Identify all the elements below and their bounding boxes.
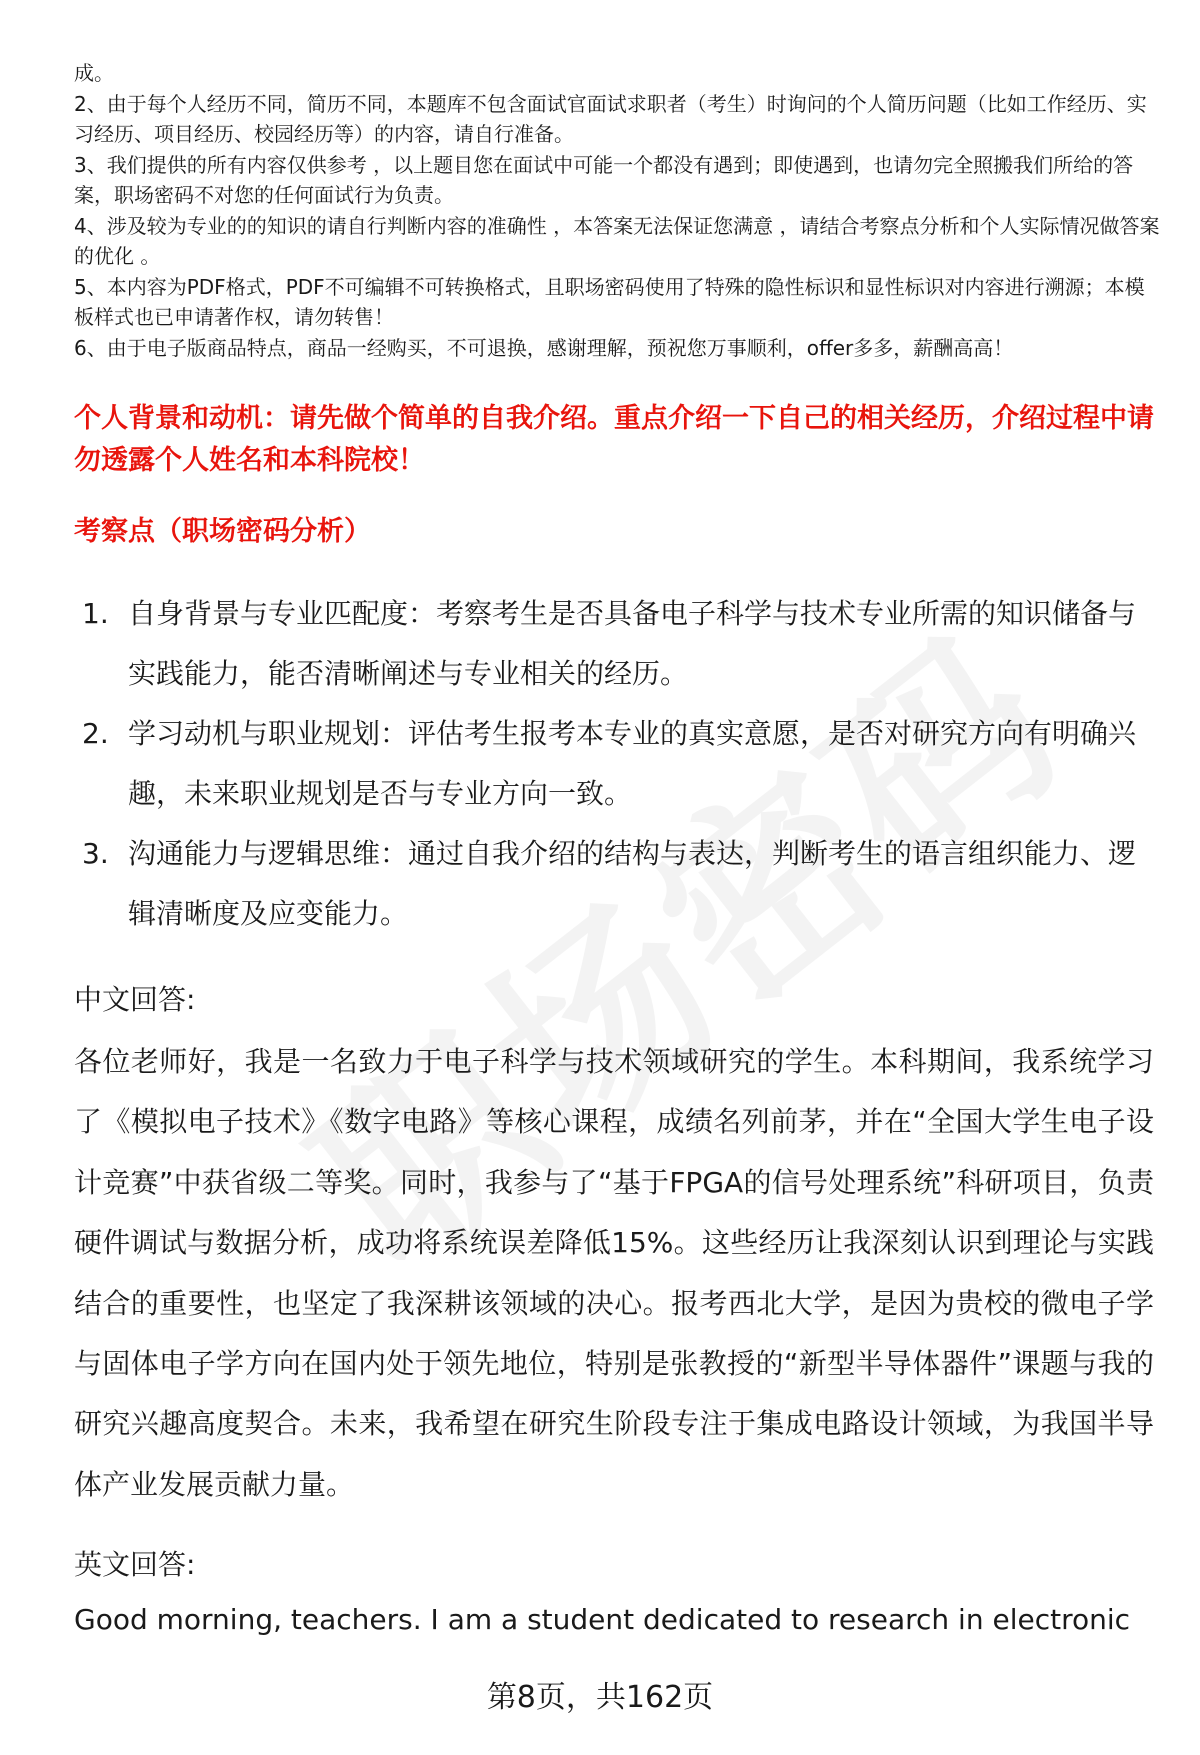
analysis-point — [82, 824, 1162, 944]
english-answer-text: Good morning, teachers. I am a student dedicated to research in electronic — [74, 1603, 1131, 1636]
point-text: 学习动机与职业规划：评估考生报考本专业的真实意愿，是否对研究方向有明确兴趣，未来职业规划是否与专业方向一致。 — [128, 717, 1137, 810]
point-number: 3. — [82, 837, 109, 870]
english-answer-label: 英文回答: — [74, 1548, 196, 1581]
note-line: 6、由于电子版商品特点，商品一经购买，不可退换，感谢理解，预祝您万事顺利，offer多多，薪酬高高！ — [74, 335, 1014, 360]
analysis-heading: 考察点（职场密码分析） — [74, 516, 371, 547]
point-text: 沟通能力与逻辑思维：通过自我介绍的结构与表达，判断考生的语言组织能力、逻辑清晰度及应变能力。 — [128, 837, 1137, 930]
page-number-footer: 第8页，共162页 — [486, 1680, 714, 1715]
note-line: 5、本内容为PDF格式，PDF不可编辑不可转换格式，且职场密码使用了特殊的隐性标识和显性标识对内容进行溯源；本模板样式也已申请著作权，请勿转售！ — [74, 274, 1145, 329]
note-line: 成。 — [74, 61, 114, 85]
note-line: 2、由于每个人经历不同，简历不同，本题库不包含面试官面试求职者（考生）时询问的个人简历问题（比如工作经历、实习经历、项目经历、校园经历等）的内容，请自行准备。 — [74, 91, 1147, 146]
chinese-answer-text: 各位老师好，我是一名致力于电子科学与技术领域研究的学生。本科期间，我系统学习了《模拟电子技术》《数字电路》等核心课程，成绩名列前茅，并在“全国大学生电子设计竞赛”中获省级二等奖。同时，我参与了“基于FPGA的信号处理系统”科研项目，负责硬件调试与数据分析，成功将系统误差降低15%。这些经历让我深刻认识到理论与实践结合的重要性，也坚定了我深耕该领域的决心。报考西北大学，是因为贵校的微电子学与固体电子学方向在国内处于领先地位，特别是张教授的“新型半导体器件”课题与我的研究兴趣高度契合。未来，我希望在研究生阶段专注于集成电路设计领域，为我国半导体产业发展贡献力量。 — [74, 1045, 1154, 1501]
analysis-point — [82, 584, 1162, 704]
note-line: 3、我们提供的所有内容仅供参考 ，以上题目您在面试中可能一个都没有遇到；即使遇到，也请勿完全照搬我们所给的答案，职场密码不对您的任何面试行为负责。 — [74, 152, 1134, 207]
question-heading: 个人背景和动机：请先做个简单的自我介绍。重点介绍一下自己的相关经历，介绍过程中请勿透露个人姓名和本科院校！ — [74, 403, 1154, 476]
analysis-point — [82, 704, 1162, 824]
analysis-points-list — [82, 584, 1162, 944]
point-number: 1. — [82, 597, 109, 630]
point-text: 自身背景与专业匹配度：考察考生是否具备电子科学与技术专业所需的知识储备与实践能力，能否清晰阐述与专业相关的经历。 — [128, 597, 1137, 690]
point-number: 2. — [82, 717, 109, 750]
disclaimer-notes — [74, 58, 1164, 363]
chinese-answer-label: 中文回答: — [74, 983, 196, 1016]
note-line: 4、涉及较为专业的的知识的请自行判断内容的准确性 ，本答案无法保证您满意 ，请结合考察点分析和个人实际情况做答案的优化 。 — [74, 213, 1160, 268]
